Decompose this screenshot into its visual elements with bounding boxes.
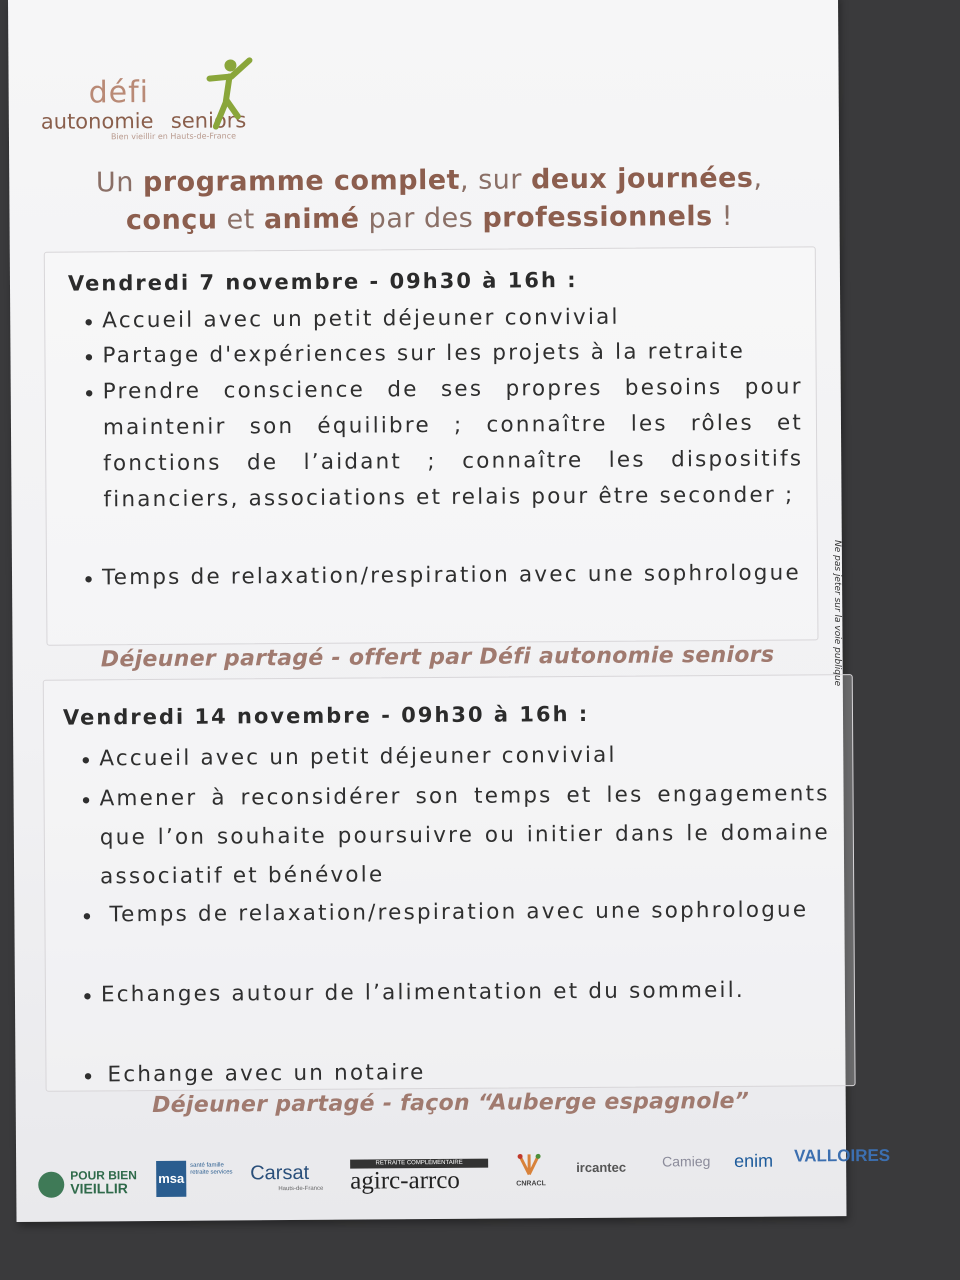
day1-item: Prendre conscience de ses propres besoins pour maintenir son équilibre ; connaître les rôles et fonctions de l’aidant ; connaître les dispositifs financiers, associations et relais pour être seconder ; xyxy=(102,374,804,513)
bullet-icon: • xyxy=(80,905,94,931)
headline-line-2 xyxy=(49,200,809,236)
headline-text: Un xyxy=(95,167,144,199)
partners-logo-strip xyxy=(38,1144,891,1210)
bullet-icon: • xyxy=(81,568,96,594)
enim-logo: enim xyxy=(734,1150,774,1171)
carsat-logo: Carsat xyxy=(250,1161,310,1185)
headline-bold: conçu xyxy=(125,204,218,237)
pour-bien-vieillir-icon xyxy=(38,1172,64,1198)
pour-bien-vieillir-logo xyxy=(70,1169,137,1195)
lunch-note-2: Déjeuner partagé - façon “Auberge espagnole” xyxy=(152,1088,750,1119)
headline-text: ! xyxy=(712,200,734,233)
valloires-logo: VALLOIRES xyxy=(794,1145,891,1166)
msa-tagline: santé famille retraite services xyxy=(190,1162,233,1176)
headline-bold: animé xyxy=(263,203,360,236)
bullet-icon: • xyxy=(81,1065,95,1091)
bullet-icon: • xyxy=(82,382,96,408)
defi-autonomie-seniors-logo xyxy=(40,56,281,148)
cnracl-label: CNRACL xyxy=(516,1180,546,1188)
day1-item: Partage d'expériences sur les projets à la retraite xyxy=(102,338,746,369)
headline-bold: professionnels xyxy=(482,201,713,234)
day1-item: Accueil avec un petit déjeuner convivial xyxy=(102,304,620,334)
day1-item: Temps de relaxation/respiration avec une sophrologue xyxy=(101,560,801,591)
day2-title: Vendredi 14 novembre - 09h30 à 16h : xyxy=(62,701,590,730)
agirc-arrco-banner: RETRAITE COMPLÉMENTAIRE xyxy=(350,1159,488,1169)
headline-line-1 xyxy=(49,162,809,198)
flyer-page xyxy=(8,0,891,1222)
agirc-arrco-logo: agirc-arrco xyxy=(350,1166,460,1195)
side-note: Ne pas jeter sur la voie publique xyxy=(832,540,842,687)
day2-item: Echanges autour de l’alimentation et du sommeil. xyxy=(100,977,745,1008)
headline-bold: programme complet xyxy=(142,164,461,199)
camieg-logo: Camieg xyxy=(662,1153,711,1170)
headline-text: et xyxy=(217,204,264,236)
ircantec-logo: ircantec xyxy=(576,1159,627,1176)
logo-defi-text: défi xyxy=(88,75,150,111)
msa-logo: msa xyxy=(156,1161,186,1197)
pbv-line-2: VIEILLIR xyxy=(70,1180,128,1197)
pbv-line-1: POUR BIEN xyxy=(70,1168,137,1183)
logo-autonomie-text: autonomie xyxy=(40,108,154,134)
headline-text: par des xyxy=(359,202,483,235)
bullet-icon: • xyxy=(79,789,93,815)
lunch-note-1: Déjeuner partagé - offert par Défi autonomie seniors xyxy=(100,642,775,673)
cnracl-icon xyxy=(514,1152,544,1176)
day2-item: Echange avec un notaire xyxy=(107,1060,426,1088)
day2-item: Amener à reconsidérer son temps et les engagements que l’on souhaite poursuivre ou initier dans le domaine associatif et bénévole xyxy=(99,781,830,890)
logo-seniors-text: seniors xyxy=(170,108,247,133)
bullet-icon: • xyxy=(82,346,96,372)
headline-bold: deux journées xyxy=(530,162,754,196)
jumping-person-icon xyxy=(203,56,254,134)
bullet-icon: • xyxy=(80,985,95,1011)
logo-tagline: Bien vieillir en Hauts-de-France xyxy=(110,131,237,142)
headline-text: , sur xyxy=(459,164,532,196)
day1-title: Vendredi 7 novembre - 09h30 à 16h : xyxy=(67,268,578,296)
bullet-icon: • xyxy=(79,749,93,775)
day2-item: Accueil avec un petit déjeuner convivial xyxy=(99,742,617,772)
headline-text: , xyxy=(753,162,763,194)
bullet-icon: • xyxy=(82,311,96,337)
carsat-subtitle: Hauts-de-France xyxy=(278,1185,324,1193)
day2-item: Temps de relaxation/respiration avec une sophrologue xyxy=(100,897,809,928)
